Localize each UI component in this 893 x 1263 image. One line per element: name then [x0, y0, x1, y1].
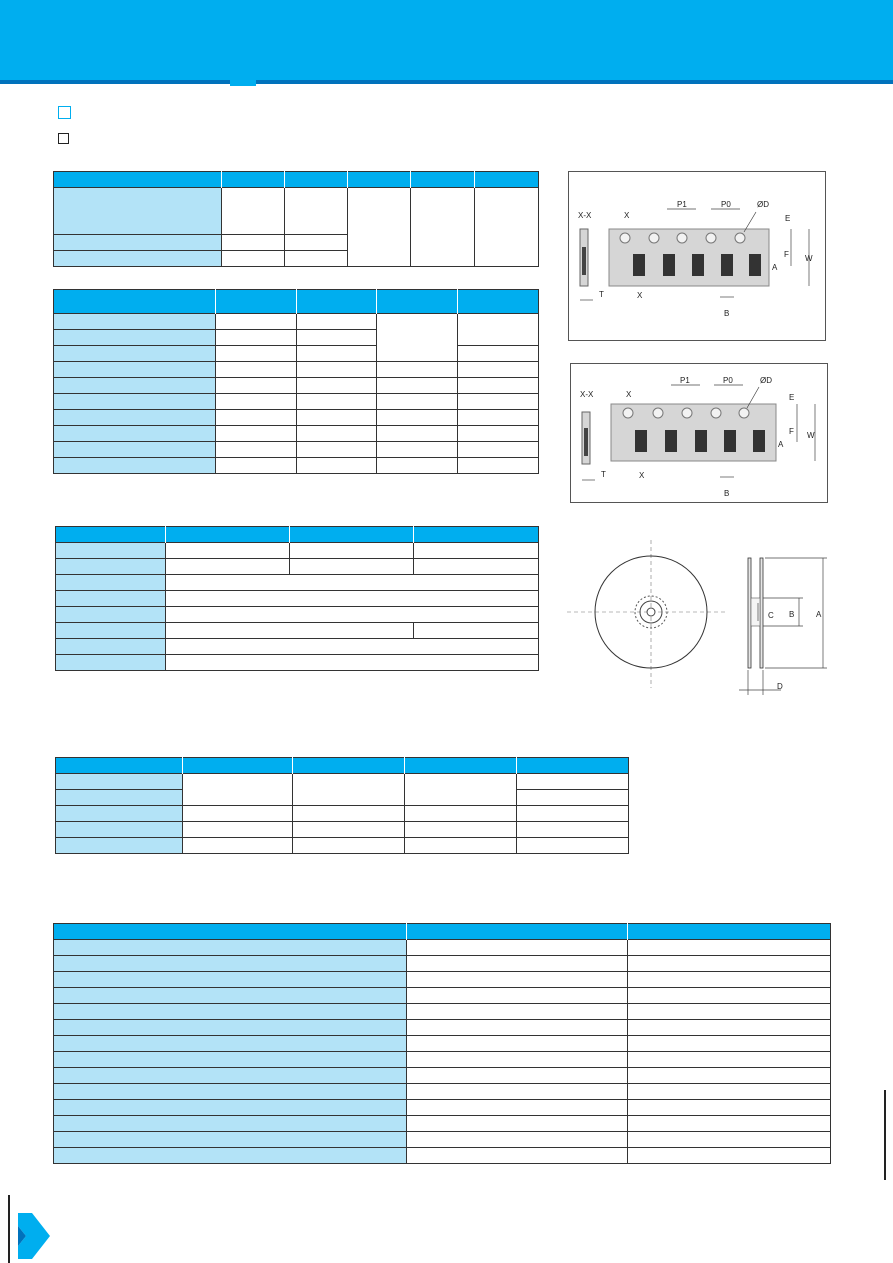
value-cell [628, 1020, 831, 1036]
value-cell [285, 188, 348, 235]
value-cell [517, 806, 629, 822]
value-cell [216, 314, 297, 330]
x-label-top: X [624, 211, 630, 220]
value-cell [407, 1148, 628, 1164]
header-cell [475, 172, 539, 188]
value-cell [628, 1036, 831, 1052]
label-cell [54, 1004, 407, 1020]
section-label: X-X [578, 211, 592, 220]
value-cell [628, 940, 831, 956]
table-header-row [56, 758, 629, 774]
value-cell [216, 458, 297, 474]
value-cell [297, 410, 377, 426]
table-row [56, 575, 539, 591]
value-cell [297, 442, 377, 458]
pocket [724, 430, 736, 452]
value-cell [297, 458, 377, 474]
label-cell [56, 607, 166, 623]
value-cell [517, 774, 629, 790]
reel-center-lines [567, 540, 725, 688]
b-label: B [789, 610, 795, 619]
header-cell [166, 527, 290, 543]
value-cell [414, 623, 539, 639]
table-row [56, 822, 629, 838]
value-cell [414, 543, 539, 559]
value-cell [166, 559, 290, 575]
value-cell [297, 362, 377, 378]
value-cell [297, 346, 377, 362]
table-row [54, 1036, 831, 1052]
label-cell [54, 1132, 407, 1148]
table-header-row [54, 172, 539, 188]
table-row [56, 774, 629, 790]
label-cell [54, 394, 216, 410]
value-cell [628, 1116, 831, 1132]
value-cell [628, 1100, 831, 1116]
value-cell [628, 1084, 831, 1100]
value-cell [405, 822, 517, 838]
reel-side-view [748, 558, 763, 668]
value-cell [166, 623, 414, 639]
value-cell [517, 838, 629, 854]
header-cell [183, 758, 293, 774]
value-cell [166, 591, 539, 607]
value-cell [628, 988, 831, 1004]
label-cell [56, 790, 183, 806]
value-cell [293, 838, 405, 854]
value-cell [297, 314, 377, 330]
header-cell [405, 758, 517, 774]
value-cell [293, 774, 405, 806]
w-label: W [805, 254, 813, 263]
value-cell [517, 822, 629, 838]
od-label: ØD [757, 200, 769, 209]
value-cell [458, 378, 539, 394]
value-cell [183, 838, 293, 854]
header-cell [216, 290, 297, 314]
p0-label: P0 [723, 376, 733, 385]
table-header-row [54, 290, 539, 314]
value-cell [407, 1100, 628, 1116]
value-cell [377, 458, 458, 474]
value-cell [628, 1148, 831, 1164]
value-cell [405, 838, 517, 854]
label-cell [56, 655, 166, 671]
page-header-band [0, 0, 893, 80]
value-cell [290, 559, 414, 575]
reel-labels [768, 610, 822, 691]
header-cell [628, 924, 831, 940]
specification-table [53, 923, 831, 1164]
value-cell [458, 346, 539, 362]
value-cell [216, 442, 297, 458]
table-row [56, 806, 629, 822]
table-header-row [54, 924, 831, 940]
x-label-top: X [626, 390, 632, 399]
value-cell [348, 188, 411, 267]
label-cell [56, 822, 183, 838]
p0-label: P0 [721, 200, 731, 209]
f-label: F [789, 427, 794, 436]
a-label: A [778, 440, 784, 449]
header-cell [290, 527, 414, 543]
reel-side-flange-left [748, 558, 751, 668]
table-row [54, 988, 831, 1004]
label-cell [56, 591, 166, 607]
sprocket-hole [711, 408, 721, 418]
value-cell [166, 575, 539, 591]
value-cell [377, 442, 458, 458]
value-cell [407, 972, 628, 988]
header-cell [56, 527, 166, 543]
table-row [54, 346, 539, 362]
label-cell [54, 410, 216, 426]
a-label: A [816, 610, 822, 619]
carrier-tape-figure-1 [568, 171, 826, 341]
value-cell [628, 1004, 831, 1020]
table-row [56, 559, 539, 575]
value-cell [628, 956, 831, 972]
label-cell [56, 575, 166, 591]
header-cell [54, 290, 216, 314]
tape-dimension-table-1 [53, 171, 539, 267]
reel-side-hub [751, 598, 760, 626]
value-cell [407, 1052, 628, 1068]
value-cell [293, 806, 405, 822]
value-cell [216, 394, 297, 410]
table-row [54, 1004, 831, 1020]
value-cell [290, 543, 414, 559]
value-cell [166, 607, 539, 623]
header-cell [285, 172, 348, 188]
table-row [56, 591, 539, 607]
value-cell [407, 1020, 628, 1036]
label-cell [56, 838, 183, 854]
table-row [54, 972, 831, 988]
header-cell [54, 924, 407, 940]
table-row [54, 1132, 831, 1148]
header-cell [348, 172, 411, 188]
table-row [54, 458, 539, 474]
label-cell [56, 623, 166, 639]
packaging-quantity-table [55, 757, 629, 854]
value-cell [222, 235, 285, 251]
carrier-tape-drawing [569, 172, 825, 340]
value-cell [166, 543, 290, 559]
pocket [721, 254, 733, 276]
x-label-bottom: X [639, 471, 645, 480]
value-cell [411, 188, 475, 267]
value-cell [458, 394, 539, 410]
reel-figure [565, 540, 840, 700]
subsection-marker-box [58, 133, 69, 144]
value-cell [475, 188, 539, 267]
table-row [54, 1148, 831, 1164]
pocket [665, 430, 677, 452]
value-cell [407, 988, 628, 1004]
value-cell [407, 1068, 628, 1084]
reel-dimension-table [55, 526, 539, 671]
value-cell [628, 1132, 831, 1148]
value-cell [377, 378, 458, 394]
b-label: B [724, 309, 730, 318]
sprocket-hole [623, 408, 633, 418]
table-row [54, 378, 539, 394]
sprocket-hole [735, 233, 745, 243]
value-cell [297, 426, 377, 442]
header-cell [293, 758, 405, 774]
label-cell [54, 1036, 407, 1052]
value-cell [628, 972, 831, 988]
header-cell [297, 290, 377, 314]
value-cell [297, 330, 377, 346]
pocket [749, 254, 761, 276]
header-cell [222, 172, 285, 188]
table-row [54, 1100, 831, 1116]
label-cell [54, 940, 407, 956]
sprocket-hole [677, 233, 687, 243]
pocket [692, 254, 704, 276]
header-tab [230, 80, 256, 86]
tape-dimension-table-2 [53, 289, 539, 474]
header-cell [517, 758, 629, 774]
label-cell [54, 1084, 407, 1100]
label-cell [54, 1116, 407, 1132]
table-row [56, 639, 539, 655]
value-cell [285, 251, 348, 267]
label-cell [54, 956, 407, 972]
value-cell [458, 362, 539, 378]
table-row [54, 940, 831, 956]
sprocket-hole [620, 233, 630, 243]
right-margin-line [884, 1090, 886, 1180]
label-cell [56, 559, 166, 575]
table-row [56, 543, 539, 559]
label-cell [56, 774, 183, 790]
value-cell [377, 410, 458, 426]
w-label: W [807, 431, 815, 440]
value-cell [407, 956, 628, 972]
value-cell [216, 362, 297, 378]
od-label: ØD [760, 376, 772, 385]
sprocket-hole [706, 233, 716, 243]
value-cell [216, 330, 297, 346]
b-label: B [724, 489, 730, 498]
a-label: A [772, 263, 778, 272]
value-cell [458, 426, 539, 442]
label-cell [56, 639, 166, 655]
table-row [54, 410, 539, 426]
value-cell [414, 559, 539, 575]
carrier-tape-figure-2 [570, 363, 828, 503]
value-cell [377, 362, 458, 378]
sprocket-hole [653, 408, 663, 418]
value-cell [216, 346, 297, 362]
table-row [54, 956, 831, 972]
value-cell [458, 458, 539, 474]
value-cell [407, 1004, 628, 1020]
p1-label: P1 [677, 200, 687, 209]
c-label: C [768, 611, 774, 620]
label-cell [54, 458, 216, 474]
label-cell [54, 378, 216, 394]
section-marker-box [58, 106, 71, 119]
d-label: D [777, 682, 783, 691]
value-cell [407, 1036, 628, 1052]
label-cell [54, 988, 407, 1004]
table-row [54, 1068, 831, 1084]
table-row [56, 655, 539, 671]
value-cell [458, 442, 539, 458]
pocket [635, 430, 647, 452]
value-cell [297, 394, 377, 410]
value-cell [377, 394, 458, 410]
table-row [54, 1052, 831, 1068]
table-row [56, 838, 629, 854]
value-cell [216, 410, 297, 426]
section-label: X-X [580, 390, 594, 399]
value-cell [297, 378, 377, 394]
label-cell [54, 251, 222, 267]
sprocket-hole [649, 233, 659, 243]
value-cell [216, 426, 297, 442]
tape-section-pocket [584, 428, 588, 456]
value-cell [293, 822, 405, 838]
header-cell [458, 290, 539, 314]
label-cell [54, 314, 216, 330]
t-label: T [601, 470, 606, 479]
reel-side-flange-right [760, 558, 763, 668]
value-cell [183, 806, 293, 822]
label-cell [54, 426, 216, 442]
value-cell [166, 639, 539, 655]
value-cell [628, 1068, 831, 1084]
value-cell [183, 822, 293, 838]
label-cell [56, 543, 166, 559]
value-cell [407, 1132, 628, 1148]
sprocket-hole [682, 408, 692, 418]
label-cell [54, 346, 216, 362]
value-cell [517, 790, 629, 806]
table-row [54, 1020, 831, 1036]
sprocket-hole [739, 408, 749, 418]
header-cell [54, 172, 222, 188]
reel-dimension-lines [739, 558, 827, 695]
value-cell [377, 426, 458, 442]
header-cell [414, 527, 539, 543]
value-cell [216, 378, 297, 394]
value-cell [222, 251, 285, 267]
e-label: E [785, 214, 791, 223]
label-cell [54, 362, 216, 378]
value-cell [166, 655, 539, 671]
value-cell [407, 940, 628, 956]
value-cell [628, 1052, 831, 1068]
table-row [54, 426, 539, 442]
header-cell [56, 758, 183, 774]
table-row [56, 623, 539, 639]
label-cell [54, 188, 222, 235]
value-cell [285, 235, 348, 251]
label-cell [56, 806, 183, 822]
value-cell [407, 1084, 628, 1100]
label-cell [54, 330, 216, 346]
x-label-bottom: X [637, 291, 643, 300]
table-row [54, 314, 539, 330]
label-cell [54, 1148, 407, 1164]
header-stripe [0, 80, 893, 84]
value-cell [222, 188, 285, 235]
p1-label: P1 [680, 376, 690, 385]
value-cell [405, 806, 517, 822]
header-cell [407, 924, 628, 940]
table-row [54, 1084, 831, 1100]
header-cell [411, 172, 475, 188]
value-cell [458, 314, 539, 346]
reel-drawing [565, 540, 840, 700]
table-row [54, 1116, 831, 1132]
left-margin-line [8, 1195, 10, 1263]
table-row [56, 607, 539, 623]
reel-arbor-hole [647, 608, 655, 616]
table-header-row [56, 527, 539, 543]
value-cell [458, 410, 539, 426]
value-cell [183, 774, 293, 806]
value-cell [377, 314, 458, 362]
table-row [54, 362, 539, 378]
tape-section-pocket [582, 247, 586, 275]
f-label: F [784, 250, 789, 259]
header-cell [377, 290, 458, 314]
pocket [633, 254, 645, 276]
label-cell [54, 235, 222, 251]
table-row [54, 188, 539, 235]
pocket [753, 430, 765, 452]
e-label: E [789, 393, 795, 402]
value-cell [407, 1116, 628, 1132]
label-cell [54, 972, 407, 988]
carrier-tape-drawing [571, 364, 827, 502]
value-cell [405, 774, 517, 806]
label-cell [54, 1052, 407, 1068]
pocket [695, 430, 707, 452]
label-cell [54, 1100, 407, 1116]
pocket [663, 254, 675, 276]
table-row [54, 394, 539, 410]
label-cell [54, 1068, 407, 1084]
brand-arrow-icon [18, 1213, 50, 1259]
label-cell [54, 1020, 407, 1036]
table-row [54, 442, 539, 458]
t-label: T [599, 290, 604, 299]
label-cell [54, 442, 216, 458]
